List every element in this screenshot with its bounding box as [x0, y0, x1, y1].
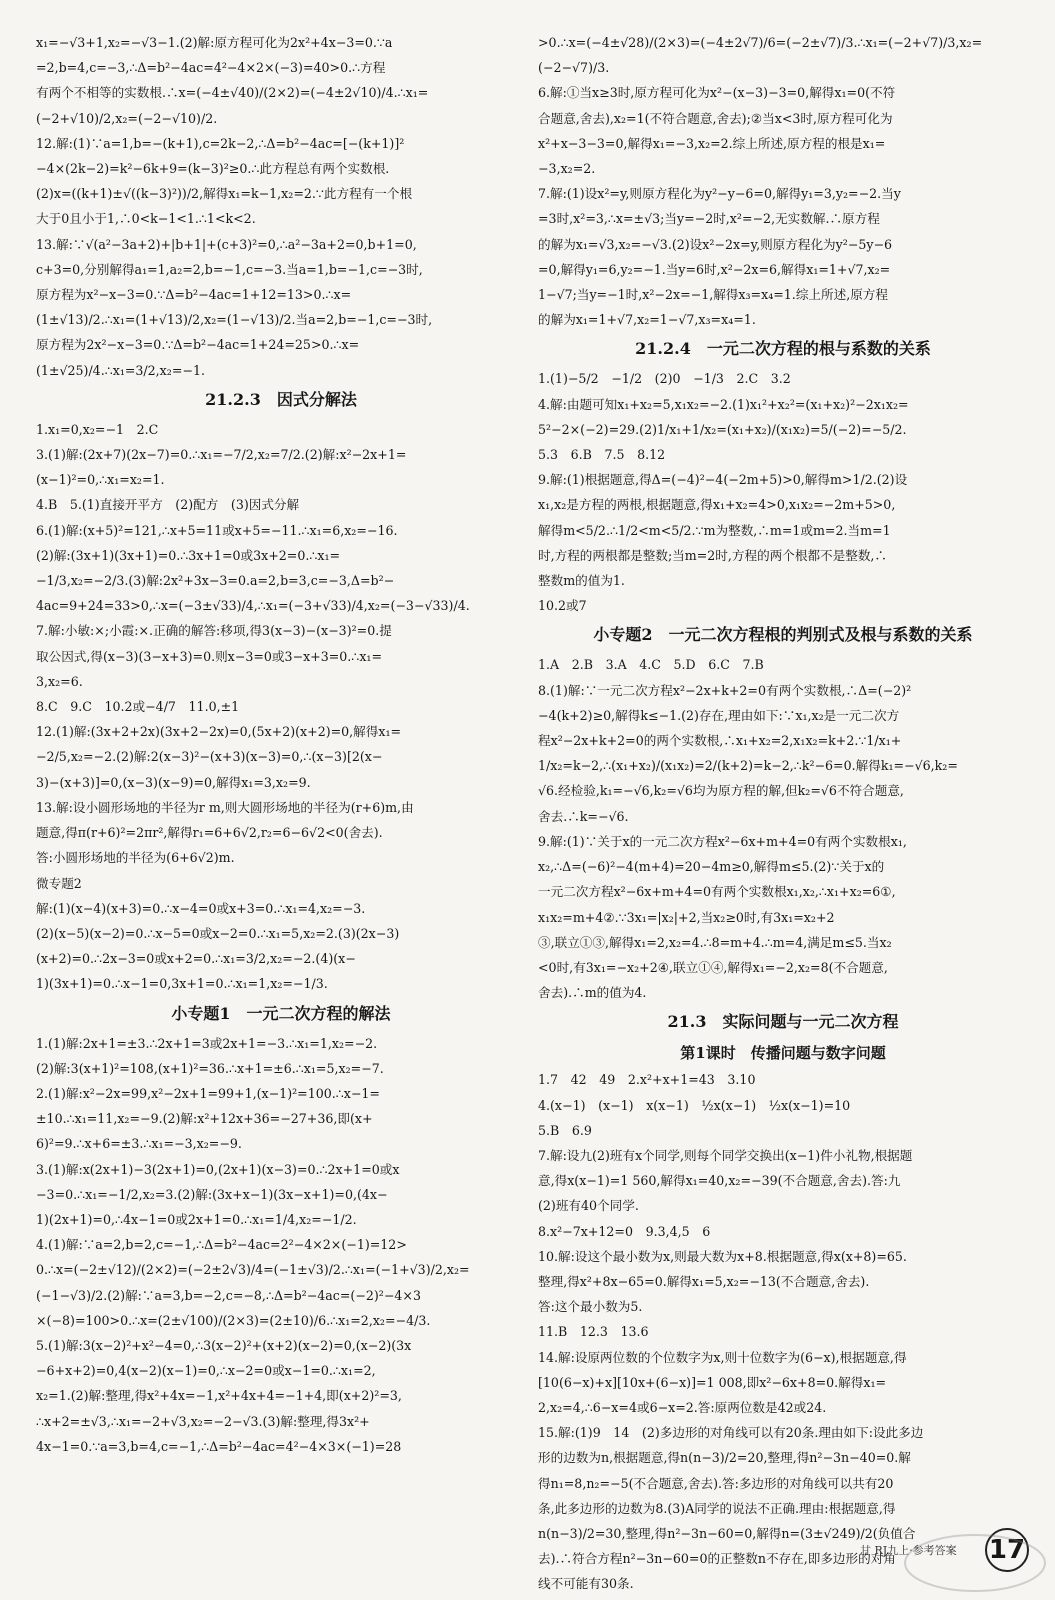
- answer-line: 8.x²−7x+12=0 9.3,4,5 6: [538, 1223, 711, 1239]
- answer-line: (−2−√7)/3.: [538, 60, 610, 76]
- section-heading: 21.3 实际问题与一元二次方程: [667, 1012, 899, 1032]
- answer-line: 程x²−2x+k+2=0的两个实数根,∴x₁+x₂=2,x₁x₂=k+2.∵1/x₁+: [538, 733, 902, 749]
- answer-line: 时,方程的两根都是整数;当m=2时,方程的两个根都不是整数,∴: [538, 547, 888, 563]
- answer-line: 5.(1)解:3(x−2)²+x²−4=0,∴3(x−2)²+(x+2)(x−2)=0,(x−2)(3x: [36, 1337, 412, 1353]
- answer-line: 线不可能有30条.: [538, 1576, 634, 1592]
- answer-line: −1/3,x₂=−2/3.(3)解:2x²+3x−3=0.a=2,b=3,c=−3,Δ=b²−: [36, 573, 395, 589]
- answer-line: 2,x₂=4,∴6−x=4或6−x=2.答:原两位数是42或24.: [538, 1399, 827, 1415]
- answer-line: 6)²=9.∴x+6=±3.∴x₁=−3,x₂=−9.: [36, 1136, 242, 1152]
- answer-line: 5²−2×(−2)=29.(2)1/x₁+1/x₂=(x₁+x₂)/(x₁x₂)=5/(−2)=−5/2.: [538, 421, 907, 437]
- answer-line: 合题意,舍去),x₂=1(不符合题意,舍去);②当x<3时,原方程可化为: [538, 110, 893, 126]
- right-column: [538, 30, 1028, 1597]
- answer-line: 12.解:(1)∵a=1,b=−(k+1),c=2k−2,∴Δ=b²−4ac=[−(k+1)]²: [36, 135, 405, 151]
- answer-line: 答:这个最小数为5.: [538, 1299, 643, 1315]
- section-heading: 21.2.4 一元二次方程的根与系数的关系: [635, 339, 931, 359]
- answer-line: 13.解:设小圆形场地的半径为r m,则大圆形场地的半径为(r+6)m,由: [36, 799, 414, 815]
- answer-line: 9.解:(1)∵关于x的一元二次方程x²−6x+m+4=0有两个实数根x₁,: [538, 833, 907, 849]
- answer-line: −4×(2k−2)=k²−6k+9=(k−3)²≥0.∴此方程总有两个实数根.: [36, 161, 390, 177]
- answer-line: 1−√7;当y=−1时,x²−2x=−1,解得x₃=x₄=1.综上所述,原方程: [538, 287, 888, 303]
- answer-line: −2/5,x₂=−2.(2)解:2(x−3)²−(x+3)(x−3)=0,∴(x−3)[2(x−: [36, 749, 383, 765]
- answer-line: 的解为x₁=1+√7,x₂=1−√7,x₃=x₄=1.: [538, 312, 756, 328]
- answer-line: 9.解:(1)根据题意,得Δ=(−4)²−4(−2m+5)>0,解得m>1/2.(2)设: [538, 472, 908, 488]
- watermark-logo: [900, 1530, 1050, 1596]
- footer-label: 甘 RJ九上·参考答案: [860, 1544, 957, 1557]
- answer-line: (1±√13)/2.∴x₁=(1+√13)/2,x₂=(1−√13)/2.当a=2,b=−1,c=−3时,: [36, 312, 433, 328]
- answer-line: ±10.∴x₁=11,x₂=−9.(2)解:x²+12x+36=−27+36,即(x+: [36, 1111, 373, 1127]
- answer-line: 14.解:设原两位数的个位数字为x,则十位数字为(6−x),根据题意,得: [538, 1349, 907, 1365]
- answer-line: <0时,有3x₁=−x₂+2④,联立①④,解得x₁=−2,x₂=8(不合题意,: [538, 959, 888, 975]
- answer-line: (1±√25)/4.∴x₁=3/2,x₂=−1.: [36, 362, 205, 378]
- answer-line: 8.C 9.C 10.2或−4/7 11.0,±1: [36, 699, 240, 715]
- answer-line: 3.(1)解:(2x+7)(2x−7)=0.∴x₁=−7/2,x₂=7/2.(2)解:x²−2x+1=: [36, 447, 407, 463]
- answer-line: 4ac=9+24=33>0,∴x=(−3±√33)/4,∴x₁=(−3+√33)/4,x₂=(−3−√33)/4.: [36, 598, 470, 614]
- answer-line: ∴x+2=±√3,∴x₁=−2+√3,x₂=−2−√3.(3)解:整理,得3x²+: [36, 1413, 370, 1429]
- answer-line: (2)(x−5)(x−2)=0.∴x−5=0或x−2=0.∴x₁=5,x₂=2.(3)(2x−3): [36, 925, 400, 941]
- answer-line: n(n−3)/2=30,整理,得n²−3n−60=0,解得n=(3±√249)/2(负值合: [538, 1525, 916, 1541]
- answer-line: >0.∴x=(−4±√28)/(2×3)=(−4±2√7)/6=(−2±√7)/3.∴x₁=(−2+√7)/3,x₂=: [538, 35, 983, 50]
- answer-line: =0,解得y₁=6,y₂=−1.当y=6时,x²−2x=6,解得x₁=1+√7,x₂=: [538, 261, 891, 277]
- answer-line: 3,x₂=6.: [36, 673, 83, 689]
- answer-line: (2)解:3(x+1)²=108,(x+1)²=36.∴x+1=±6.∴x₁=5,x₂=−7.: [36, 1060, 384, 1076]
- answer-line: 5.3 6.B 7.5 8.12: [538, 447, 666, 463]
- answer-line: 1.A 2.B 3.A 4.C 5.D 6.C 7.B: [538, 657, 764, 673]
- answer-line: 13.解:∵√(a²−3a+2)+|b+1|+(c+3)²=0,∴a²−3a+2=0,b+1=0,: [36, 236, 417, 252]
- answer-line: 12.(1)解:(3x+2+2x)(3x+2−2x)=0,(5x+2)(x+2)=0,解得x₁=: [36, 724, 402, 740]
- answer-line: ③,联立①③,解得x₁=2,x₂=4.∴8=m+4.∴m=4,满足m≤5.当x₂: [538, 934, 892, 950]
- answer-line: =3时,x²=3,∴x=±√3;当y=−2时,x²=−2,无实数解.∴原方程: [538, 211, 880, 227]
- answer-line: −6+x+2)=0,4(x−2)(x−1)=0,∴x−2=0或x−1=0.∴x₁=2,: [36, 1363, 376, 1379]
- answer-line: 解:(1)(x−4)(x+3)=0.∴x−4=0或x+3=0.∴x₁=4,x₂=−3.: [36, 900, 366, 916]
- answer-line: 11.B 12.3 13.6: [538, 1324, 649, 1340]
- answer-line: 4x−1=0.∵a=3,b=4,c=−1,∴Δ=b²−4ac=4²−4×3×(−1)=28: [36, 1438, 402, 1454]
- answer-line: 4.(x−1) (x−1) x(x−1) ½x(x−1) ½x(x−1)=10: [538, 1097, 851, 1113]
- answer-line: [10(6−x)+x][10x+(6−x)]=1 008,即x²−6x+8=0.解得x₁=: [538, 1374, 887, 1390]
- answer-line: 原方程为2x²−x−3=0.∵Δ=b²−4ac=1+24=25>0.∴x=: [36, 337, 360, 353]
- answer-line: x²+x−3−3=0,解得x₁=−3,x₂=2.综上所述,原方程的根是x₁=: [538, 135, 886, 151]
- answer-line: x₂=1.(2)解:整理,得x²+4x=−1,x²+4x+4=−1+4,即(x+2)²=3,: [36, 1388, 402, 1404]
- answer-line: 形的边数为n,根据题意,得n(n−3)/2=20,整理,得n²−3n−40=0.解: [538, 1450, 911, 1466]
- answer-line: 意,得x(x−1)=1 560,解得x₁=40,x₂=−39(不合题意,舍去).答:九: [538, 1173, 901, 1189]
- answer-line: (2)解:(3x+1)(3x+1)=0.∴3x+1=0或3x+2=0.∴x₁=: [36, 547, 341, 563]
- answer-line: 8.(1)解:∵一元二次方程x²−2x+k+2=0有两个实数根,∴Δ=(−2)²: [538, 682, 912, 698]
- answer-line: (−1−√3)/2.(2)解:∵a=3,b=−2,c=−8,∴Δ=b²−4ac=(−2)²−4×3: [36, 1287, 421, 1303]
- answer-line: (x+2)=0.∴2x−3=0或x+2=0.∴x₁=3/2,x₂=−2.(4)(x−: [36, 951, 356, 967]
- answer-line: x₁,x₂是方程的两根,根据题意,得x₁+x₂=4>0,x₁x₂=−2m+5>0,: [538, 497, 896, 513]
- section-subheading: 第1课时 传播问题与数字问题: [680, 1044, 886, 1063]
- answer-line: x₁=−√3+1,x₂=−√3−1.(2)解:原方程可化为2x²+4x−3=0.∵a: [36, 35, 393, 50]
- answer-line: 4.解:由题可知x₁+x₂=5,x₁x₂=−2.(1)x₁²+x₂²=(x₁+x₂)²−2x₁x₂=: [538, 396, 909, 412]
- answer-line: 6.(1)解:(x+5)²=121,∴x+5=11或x+5=−11.∴x₁=6,x₂=−16.: [36, 522, 398, 538]
- section-heading: 21.2.3 因式分解法: [205, 389, 357, 409]
- answer-line: 原方程为x²−x−3=0.∵Δ=b²−4ac=1+12=13>0.∴x=: [36, 287, 352, 303]
- answer-line: (x−1)²=0,∴x₁=x₂=1.: [36, 472, 165, 488]
- answer-line: x₂,∴Δ=(−6)²−4(m+4)=20−4m≥0,解得m≤5.(2)∵关于x的: [538, 859, 885, 875]
- answer-line: 取公因式,得(x−3)(3−x+3)=0.则x−3=0或3−x+3=0.∴x₁=: [36, 648, 383, 664]
- answer-line: 解得m<5/2.∴1/2<m<5/2.∵m为整数,∴m=1或m=2.当m=1: [538, 522, 891, 538]
- answer-line: (−2+√10)/2,x₂=(−2−√10)/2.: [36, 110, 218, 126]
- answer-line: 舍去).∴m的值为4.: [538, 985, 647, 1001]
- answer-line: 1.(1)−5/2 −1/2 (2)0 −1/3 2.C 3.2: [538, 371, 791, 387]
- answer-line: 得n₁=8,n₂=−5(不合题意,舍去).答:多边形的对角线可以共有20: [538, 1475, 894, 1491]
- answer-line: c+3=0,分别解得a₁=1,a₂=2,b=−1,c=−3.当a=1,b=−1,c=−3时,: [36, 261, 423, 277]
- answer-line: 一元二次方程x²−6x+m+4=0有两个实数根x₁,x₂,∴x₁+x₂=6①,: [538, 884, 896, 900]
- answer-line: 2.(1)解:x²−2x=99,x²−2x+1=99+1,(x−1)²=100.∴x−1=: [36, 1085, 380, 1101]
- left-column: [36, 30, 526, 1459]
- answer-line: 15.解:(1)9 14 (2)多边形的对角线可以有20条.理由如下:设此多边: [538, 1425, 924, 1441]
- answer-line: 去).∴符合方程n²−3n−60=0的正整数n不存在,即多边形的对角: [538, 1551, 896, 1567]
- answer-line: 舍去.∴k=−√6.: [538, 808, 629, 824]
- answer-line: 条,此多边形的边数为8.(3)A同学的说法不正确.理由:根据题意,得: [538, 1500, 896, 1516]
- answer-line: 7.解:(1)设x²=y,则原方程化为y²−y−6=0,解得y₁=3,y₂=−2.当y: [538, 186, 901, 202]
- answer-line: −4(k+2)≥0,解得k≤−1.(2)存在,理由如下:∵x₁,x₂是一元二次方: [538, 707, 900, 723]
- answer-line: 的解为x₁=√3,x₂=−√3.(2)设x²−2x=y,则原方程化为y²−5y−6: [538, 236, 893, 252]
- page-number: 17: [985, 1528, 1029, 1572]
- answer-line: 0.∴x=(−2±√12)/(2×2)=(−2±2√3)/4=(−1±√3)/2.∴x₁=(−1+√3)/2,x₂=: [36, 1262, 470, 1278]
- answer-line: 微专题2: [36, 875, 82, 891]
- answer-line: √6.经检验,k₁=−√6,k₂=√6均为原方程的解,但k₂=√6不符合题意,: [538, 783, 904, 799]
- answer-line: 1)(2x+1)=0,∴4x−1=0或2x+1=0.∴x₁=1/4,x₂=−1/2.: [36, 1211, 357, 1227]
- answer-line: 1)(3x+1)=0.∴x−1=0,3x+1=0.∴x₁=1,x₂=−1/3.: [36, 976, 328, 992]
- answer-line: (2)x=((k+1)±√((k−3)²))/2,解得x₁=k−1,x₂=2.∵此方程有一个根: [36, 186, 413, 202]
- answer-line: 1.7 42 49 2.x²+x+1=43 3.10: [538, 1072, 756, 1088]
- answer-line: 5.B 6.9: [538, 1122, 592, 1138]
- answer-line: 整理,得x²+8x−65=0.解得x₁=5,x₂=−13(不合题意,舍去).: [538, 1273, 870, 1289]
- section-heading: 小专题2 一元二次方程根的判别式及根与系数的关系: [593, 625, 973, 645]
- answer-line: 1.(1)解:2x+1=±3.∴2x+1=3或2x+1=−3.∴x₁=1,x₂=−2.: [36, 1035, 378, 1051]
- answer-line: 题意,得π(r+6)²=2πr²,解得r₁=6+6√2,r₂=6−6√2<0(舍去).: [36, 825, 383, 841]
- answer-line: 3)−(x+3)]=0,(x−3)(x−9)=0,解得x₁=3,x₂=9.: [36, 774, 311, 790]
- answer-line: 6.解:①当x≥3时,原方程可化为x²−(x−3)−3=0,解得x₁=0(不符: [538, 85, 896, 101]
- answer-line: 1.x₁=0,x₂=−1 2.C: [36, 421, 159, 437]
- answer-line: =2,b=4,c=−3,∴Δ=b²−4ac=4²−4×2×(−3)=40>0.∴方程: [36, 60, 386, 76]
- answer-line: 10.解:设这个最小数为x,则最大数为x+8.根据题意,得x(x+8)=65.: [538, 1248, 907, 1264]
- answer-line: 4.(1)解:∵a=2,b=2,c=−1,∴Δ=b²−4ac=2²−4×2×(−1)=12>: [36, 1237, 407, 1253]
- answer-line: (2)班有40个同学.: [538, 1198, 639, 1214]
- answer-line: x₁x₂=m+4②.∵3x₁=|x₂|+2,当x₂≥0时,有3x₁=x₂+2: [538, 909, 835, 925]
- answer-line: −3=0.∴x₁=−1/2,x₂=3.(2)解:(3x+x−1)(3x−x+1)=0,(4x−: [36, 1186, 388, 1202]
- answer-line: 4.B 5.(1)直接开平方 (2)配方 (3)因式分解: [36, 497, 300, 513]
- answer-line: −3,x₂=2.: [538, 161, 596, 177]
- answer-line: 10.2或7: [538, 598, 587, 614]
- answer-line: 3.(1)解:x(2x+1)−3(2x+1)=0,(2x+1)(x−3)=0.∴2x+1=0或x: [36, 1161, 400, 1177]
- answer-line: 大于0且小于1,∴0<k−1<1.∴1<k<2.: [36, 211, 256, 227]
- answer-line: 1/x₂=k−2,∴(x₁+x₂)/(x₁x₂)=2/(k+2)=k−2,∴k²−6=0.解得k₁=−√6,k₂=: [538, 758, 958, 774]
- answer-line: 答:小圆形场地的半径为(6+6√2)m.: [36, 850, 235, 866]
- answer-line: ×(−8)=100>0.∴x=(2±√100)/(2×3)=(2±10)/6.∴x₁=2,x₂=−4/3.: [36, 1312, 431, 1328]
- answer-line: 7.解:设九(2)班有x个同学,则每个同学交换出(x−1)件小礼物,根据题: [538, 1147, 913, 1163]
- section-heading: 小专题1 一元二次方程的解法: [171, 1003, 391, 1023]
- answer-line: 整数m的值为1.: [538, 573, 625, 589]
- answer-line: 有两个不相等的实数根.∴x=(−4±√40)/(2×2)=(−4±2√10)/4.∴x₁=: [36, 85, 429, 101]
- answer-line: 7.解:小敏:×;小霞:×.正确的解答:移项,得3(x−3)−(x−3)²=0.提: [36, 623, 392, 639]
